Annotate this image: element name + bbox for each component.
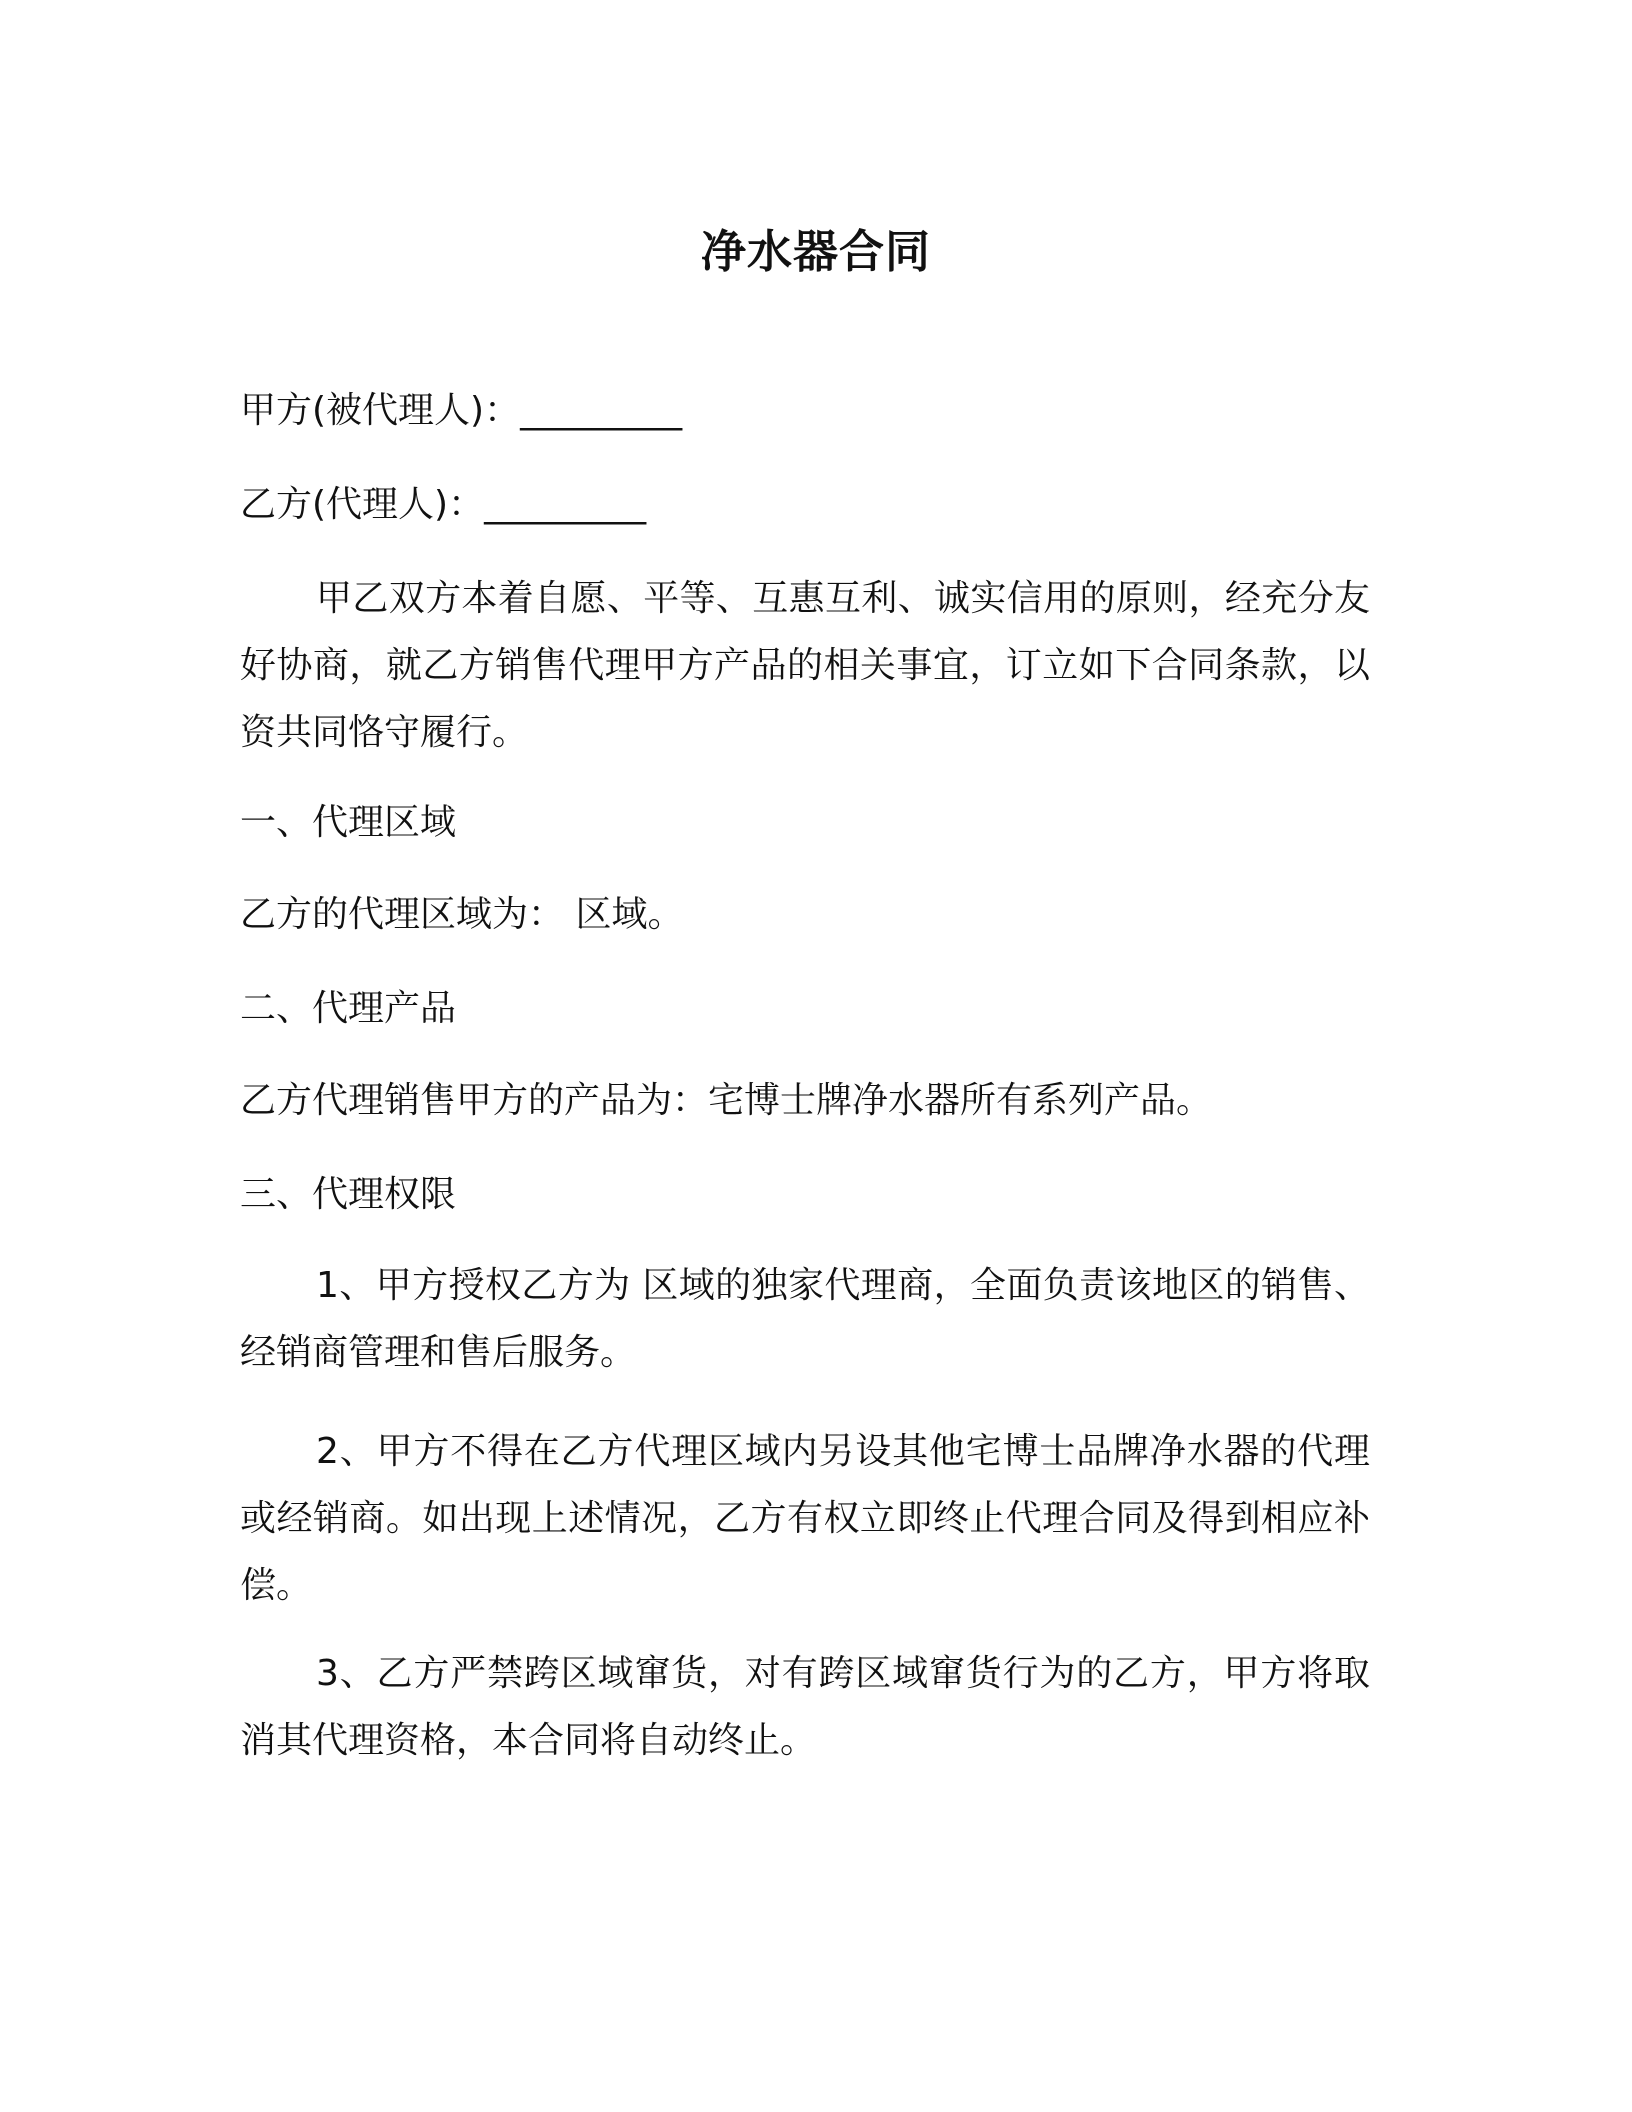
section1-heading: 一、代理区域	[240, 802, 457, 843]
section3-heading: 三、代理权限	[240, 1174, 457, 1215]
document-title: 净水器合同	[700, 225, 931, 278]
clause-1-paragraph: 1、甲方授权乙方为 区域的独家代理商，全面负责该地区的销售、经销商管理和售后服务。	[240, 1265, 1370, 1373]
section1-text: 乙方的代理区域为： 区域。	[240, 894, 684, 935]
party-a-line: 甲方(被代理人)：_________	[240, 390, 683, 431]
section2-text: 乙方代理销售甲方的产品为：宅博士牌净水器所有系列产品。	[240, 1080, 1213, 1121]
clause-2-paragraph: 2、甲方不得在乙方代理区域内另设其他宅博士品牌净水器的代理或经销商。如出现上述情况，乙方有权立即终止代理合同及得到相应补偿。	[240, 1431, 1370, 1606]
party-b-line: 乙方(代理人)：_________	[240, 484, 647, 525]
section2-heading: 二、代理产品	[240, 988, 457, 1029]
clause-3-paragraph: 3、乙方严禁跨区域窜货，对有跨区域窜货行为的乙方，甲方将取消其代理资格，本合同将自动终止。	[240, 1653, 1370, 1761]
preamble-paragraph: 甲乙双方本着自愿、平等、互惠互利、诚实信用的原则，经充分友好协商，就乙方销售代理甲方产品的相关事宜，订立如下合同条款，以资共同恪守履行。	[240, 578, 1370, 753]
